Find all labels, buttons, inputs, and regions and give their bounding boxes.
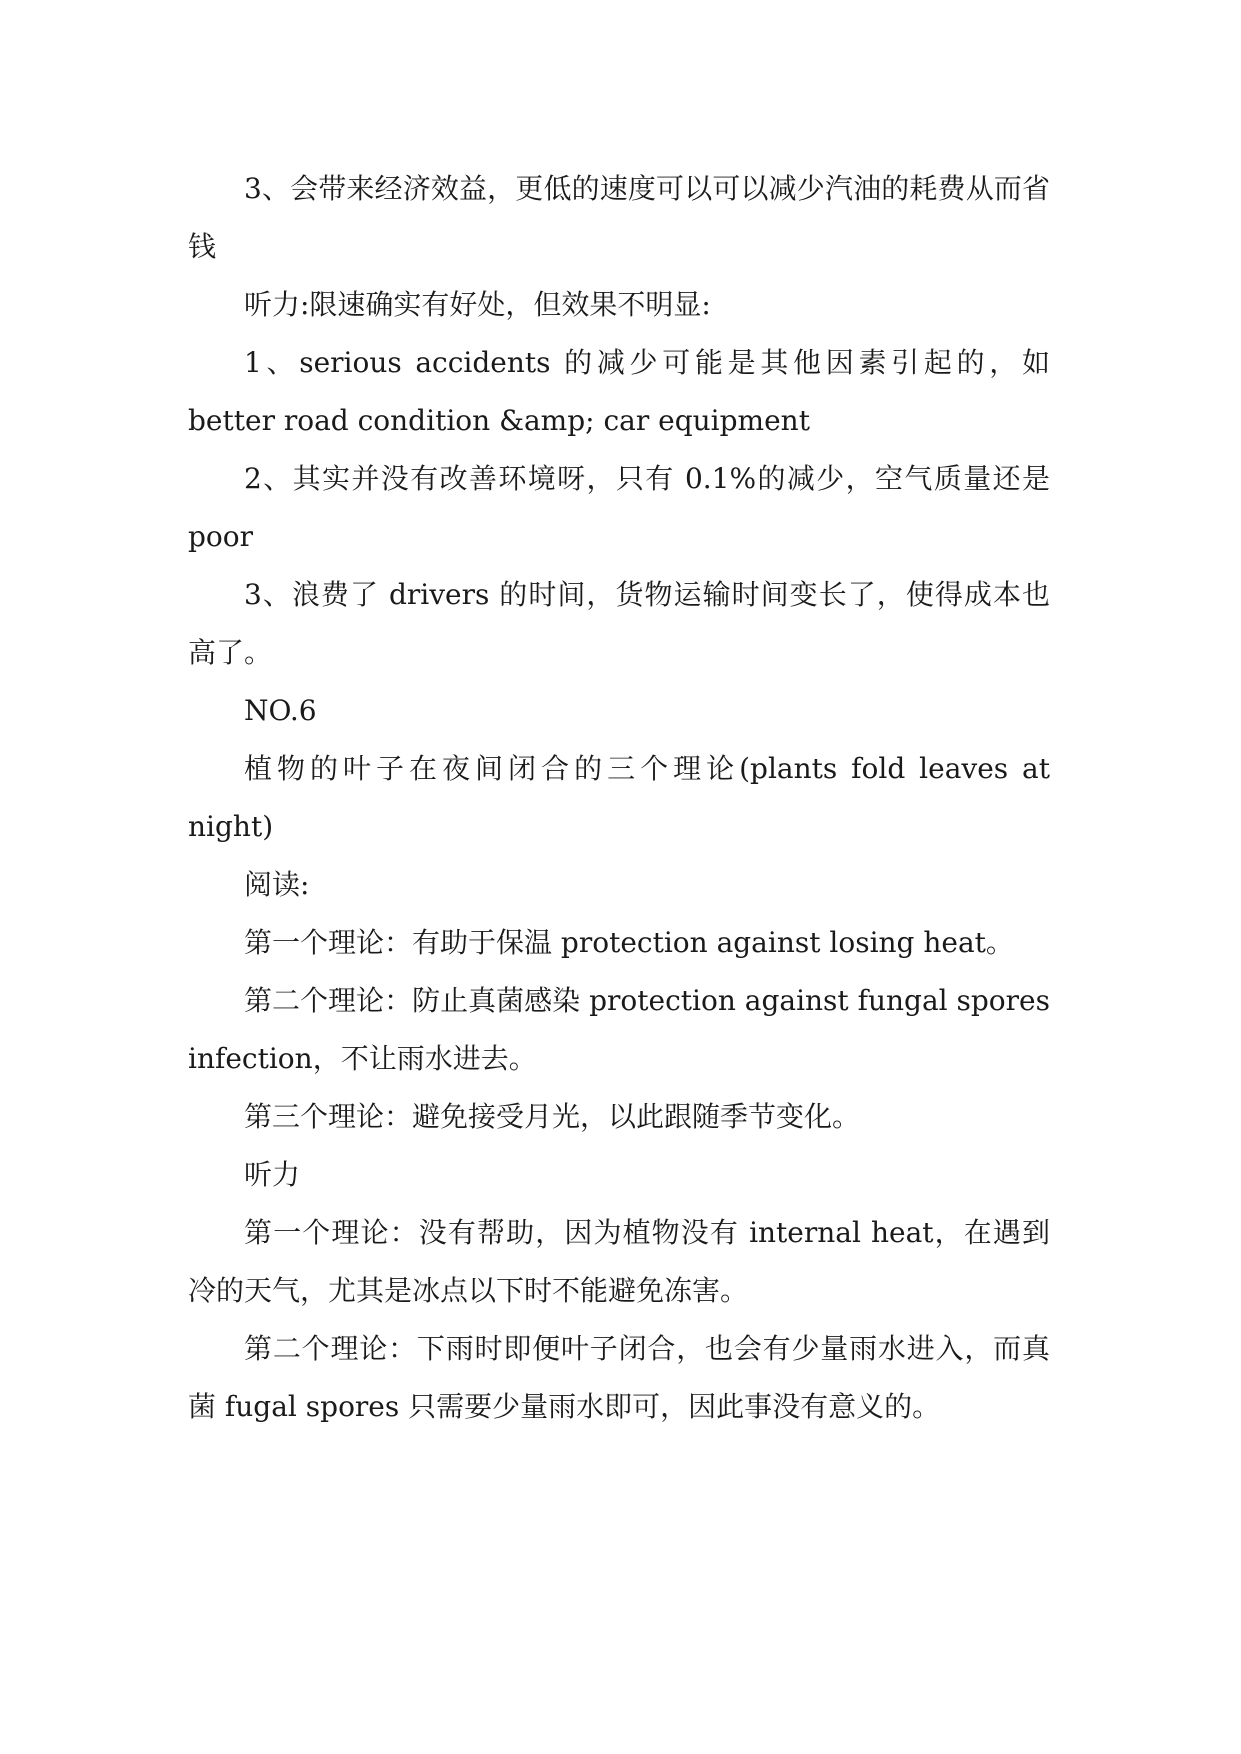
paragraph-environment: 2、其实并没有改善环境呀，只有 0.1%的减少，空气质量还是 poor (188, 462, 1050, 553)
reading-heading: 阅读: (244, 868, 310, 901)
document-body (188, 160, 1050, 1436)
reading-theory-3: 第三个理论：避免接受月光，以此跟随季节变化。 (244, 1100, 861, 1133)
paragraph-economic-benefit: 3、会带来经济效益，更低的速度可以可以减少汽油的耗费从而省钱 (188, 172, 1050, 263)
paragraph-drivers-time: 3、浪费了 drivers 的时间，货物运输时间变长了，使得成本也高了。 (188, 578, 1050, 669)
paragraph-serious-accidents: 1、serious accidents 的减少可能是其他因素引起的，如 better road condition &amp; car equipment (188, 346, 1050, 437)
reading-theory-2: 第二个理论：防止真菌感染 protection against fungal spores infection，不让雨水进去。 (188, 984, 1050, 1075)
listening-theory-1: 第一个理论：没有帮助，因为植物没有 internal heat，在遇到冷的天气，尤其是冰点以下时不能避免冻害。 (188, 1216, 1050, 1307)
reading-theory-1: 第一个理论：有助于保温 protection against losing heat。 (244, 926, 1014, 959)
listening-heading: 听力 (244, 1158, 301, 1191)
section-number: NO.6 (244, 694, 317, 727)
listening-theory-2: 第二个理论：下雨时即便叶子闭合，也会有少量雨水进入，而真菌 fugal spores 只需要少量雨水即可，因此事没有意义的。 (188, 1332, 1050, 1423)
section-title-plants: 植物的叶子在夜间闭合的三个理论(plants fold leaves at night) (188, 752, 1050, 843)
paragraph-listening-speed-limit: 听力:限速确实有好处，但效果不明显: (244, 288, 711, 321)
